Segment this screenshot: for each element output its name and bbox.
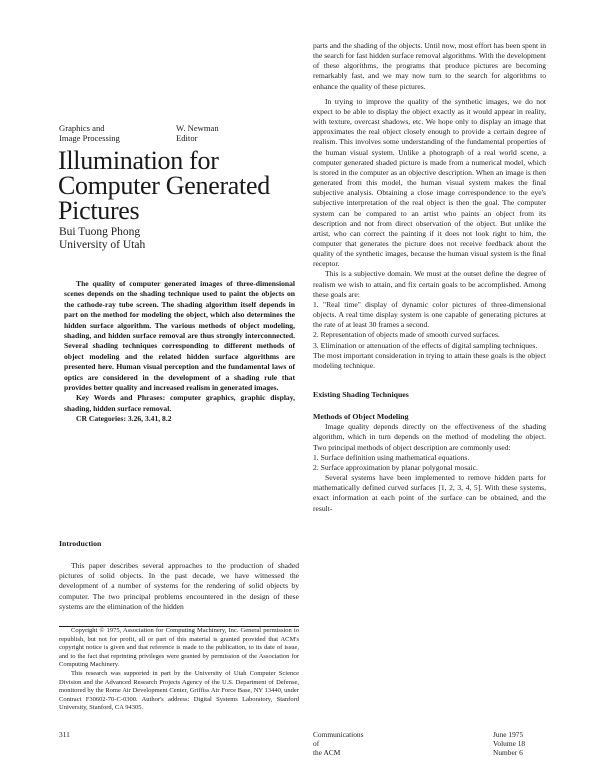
author-name: Bui Tuong Phong: [59, 226, 141, 238]
journal-line-1: Communications: [313, 730, 364, 739]
copyright-note: Copyright © 1975, Association for Computing Machinery, Inc. General permission to republish, but not for profit, all or part of this material is granted provided that ACM's copyright notice is given and that reference is made to the publication, to its date of issue, and to the fact that reprinting privileges were granted by permission of the Association for Computing Machinery.: [59, 627, 299, 669]
abstract-body: The quality of computer generated images of three-dimensional scenes depends on the shading technique used to paint the objects on the cathode-ray tube screen. The shading algorithm itself depends in part on the method for modeling the object, which also determines the hidden surface algorithm. The various methods of object modeling, shading, and hidden surface removal are thus strongly interconnected. Several shading techniques corresponding to different methods of object modeling and the related hidden surface algorithms are presented here. Human visual perception and the fundamental laws of optics are considered in the development of a shading rule that provides better quality and increased realism in generated images.: [64, 279, 295, 393]
paragraph-image-quality: Image quality depends directly on the effectiveness of the shading algorithm, which in turn depends on the method of modeling the object. Two principal methods of object description are commonly used:: [313, 422, 546, 452]
paragraph-goals: This is a subjective domain. We must at the outset define the degree of realism we wish to attain, and fix certain goals to be accomplished. Among these goals are:: [313, 269, 546, 299]
introduction-body: This paper describes several approaches to the production of shaded pictures of solid objects. In the past decade, we have witnessed the development of a number of systems for the rendering of solid objects by computer. The two principal problems encountered in the design of these systems are the elimination of the hidden: [59, 561, 299, 611]
page-number: 311: [59, 730, 70, 739]
method-1: 1. Surface definition using mathematical equations.: [313, 452, 470, 462]
introduction-heading: Introduction: [59, 539, 102, 548]
goal-1: 1. "Real time" display of dynamic color pictures of three-dimensional objects. A real time display system is one capable of generating pictures at the rate of at least 30 frames a second.: [313, 299, 546, 330]
title-line-3: Pictures: [58, 196, 140, 225]
introduction-section: [59, 539, 299, 612]
journal-line-3: the ACM: [313, 748, 341, 757]
goal-2: 2. Representation of objects made of smooth curved surfaces.: [313, 330, 500, 340]
journal-line-2: of: [313, 739, 320, 748]
title-line-1: Illumination for: [58, 146, 219, 175]
object-modeling-heading: Methods of Object Modeling: [313, 412, 409, 422]
footnotes: [59, 627, 299, 713]
cr-categories: CR Categories: 3.26, 3.41, 8.2: [76, 414, 172, 424]
category-line-2: Image Processing: [59, 133, 120, 143]
editor-line-2: Editor: [176, 133, 198, 143]
editor-label: [176, 123, 219, 143]
journal-name: [313, 730, 364, 757]
paragraph-systems: Several systems have been implemented to remove hidden parts for mathematically defined curved surfaces [1, 2, 3, 4, 5]. With these systems, exact information at each point of the surface can be obtained, and the result-: [313, 473, 546, 513]
editor-line-1: W. Newman: [176, 123, 219, 133]
abstract: [64, 279, 295, 425]
support-note: This research was supported in part by the University of Utah Computer Science Division and the Advanced Research Projects Agency of the U.S. Department of Defense, monitored by the Rome Air Development Center, Griffiss Air Force Base, NY 13440, under Contract F30602-70-C-0300. Author's address: Digital Systems Laboratory, Stanford University, Stanford, CA 94305.: [59, 669, 299, 712]
issue-volume: Volume 18: [493, 739, 526, 748]
category-label: [59, 123, 120, 143]
paper-title: [58, 148, 308, 223]
right-column: [313, 41, 546, 514]
author-affiliation: University of Utah: [59, 238, 146, 251]
paragraph-continued: parts and the shading of the objects. Until now, most effort has been spent in the search for fast hidden surface removal algorithms. With the development of these algorithms, the programs that produce pictures are becoming remarkably fast, and we may now turn to the search for algorithms to enhance the quality of these pictures.: [313, 41, 546, 91]
keywords: Key Words and Phrases: computer graphics, graphic display, shading, hidden surface removal.: [64, 393, 295, 413]
title-line-2: Computer Generated: [58, 171, 270, 200]
category-line-1: Graphics and: [59, 123, 105, 133]
goal-3: 3. Elimination or attenuation of the effects of digital sampling techniques.: [313, 340, 538, 350]
author-block: [59, 226, 145, 251]
paragraph-modeling-technique: The most important consideration in trying to attain these goals is the object modeling technique.: [313, 350, 546, 370]
paragraph-realism: In trying to improve the quality of the synthetic images, we do not expect to be able to display the object exactly as it would appear in reality, with texture, overcast shadows, etc. We hope only to display an image that approximates the real object closely enough to provide a certain degree of realism. This involves some understanding of the fundamental properties of the human visual system. Unlike a photograph of a real world scene, a computer generated shaded picture is made from a numerical model, which is stored in the computer as an objective description. When an image is then generated from this model, the human visual system makes the final subjective analysis. Obtaining a close image correspondence to the eye's subjective interpretation of the real object is then the goal. The computer system can be compared to an artist who paints an object from its description and not from direct observation of the object. But unlike the artist, who can correct the painting if it does not look right to him, the computer that generates the picture does not receive feedback about the quality of the synthetic images, because the human visual system is the final receptor.: [313, 96, 546, 269]
issue-date: June 1975: [493, 730, 524, 739]
issue-number: Number 6: [493, 748, 523, 757]
existing-techniques-heading: Existing Shading Techniques: [313, 390, 409, 399]
issue-info: [493, 730, 525, 757]
method-2: 2. Surface approximation by planar polygonal mosaic.: [313, 462, 478, 472]
